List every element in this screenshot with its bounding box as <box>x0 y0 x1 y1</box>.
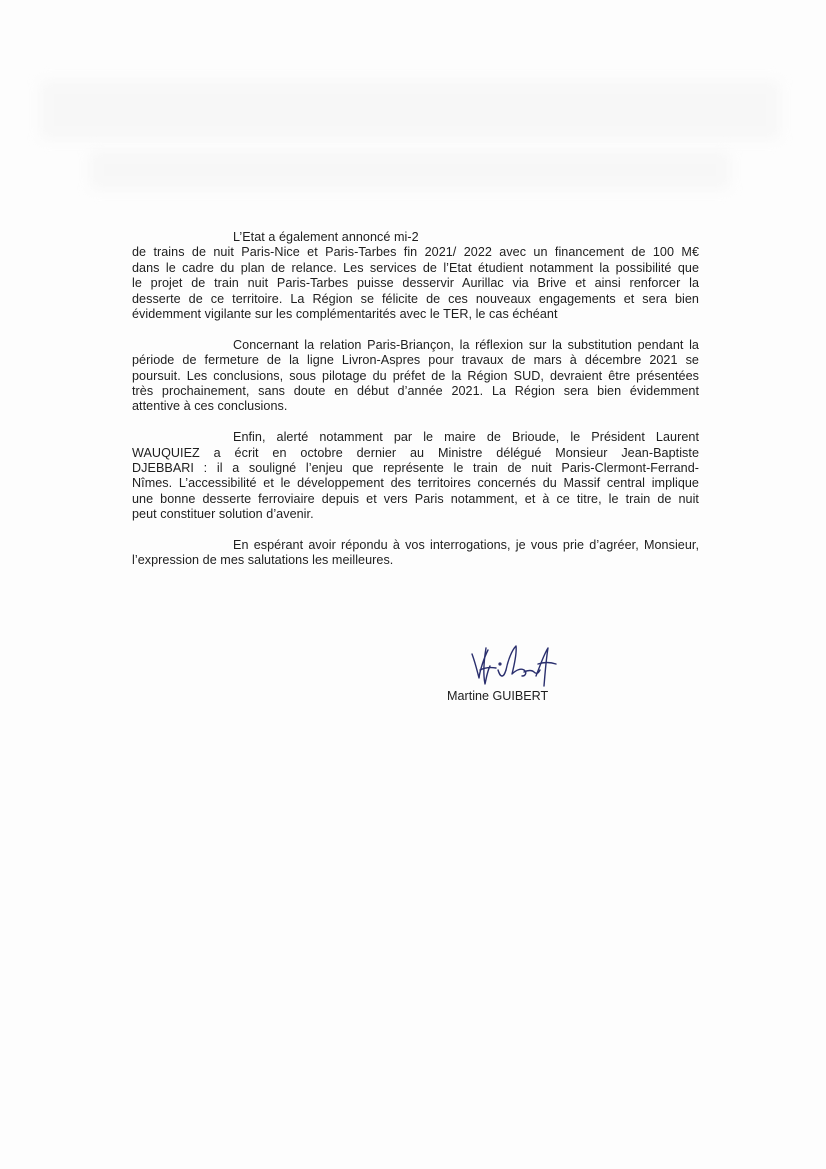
text-line: période de fermeture de la ligne Livron-Aspres pour travaux de mars à décembre 2021 se <box>132 353 699 368</box>
text-line: WAUQUIEZ a écrit en octobre dernier au Ministre délégué Monsieur Jean-Baptiste <box>132 445 699 460</box>
text-line: le projet de train nuit Paris-Tarbes puisse desservir Aurillac via Brive et ainsi renforcer la <box>132 276 699 291</box>
text-line: peut constituer solution d’avenir. <box>132 507 314 522</box>
letter-body <box>132 230 699 584</box>
text-line: de trains de nuit Paris-Nice et Paris-Tarbes fin 2021/ 2022 avec un financement de 100 M€ <box>132 245 699 260</box>
paragraph-paris-briancon <box>132 338 699 415</box>
text-line: Nîmes. L’accessibilité et le développement des territoires concernés du Massif central implique <box>132 476 699 491</box>
text-line: En espérant avoir répondu à vos interrogations, je vous prie d’agréer, Monsieur, <box>233 538 699 553</box>
text-line: dans le cadre du plan de relance. Les services de l’Etat étudient notamment la possibilité que <box>132 260 699 275</box>
text-line: attentive à ces conclusions. <box>132 399 288 414</box>
text-line: très prochainement, sans doute en début d’année 2021. La Région sera bien évidemment <box>132 384 699 399</box>
text-line: l’expression de mes salutations les meilleures. <box>132 553 394 568</box>
text-line: desserte de ce territoire. La Région se félicite de ces nouveaux engagements et sera bien <box>132 291 699 306</box>
text-line: DJEBBARI : il a souligné l’enjeu que représente le train de nuit Paris-Clermont-Ferrand- <box>132 461 699 476</box>
text-line: évidemment vigilante sur les complémentarités avec le TER, le cas échéant <box>132 307 558 322</box>
text-line: Enfin, alerté notamment par le maire de Brioude, le Président Laurent <box>233 430 699 445</box>
text-line: poursuit. Les conclusions, sous pilotage du préfet de la Région SUD, devraient être présentées <box>132 368 699 383</box>
paragraph-massif-central <box>132 430 699 522</box>
signatory-name: Martine GUIBERT <box>447 689 549 703</box>
handwritten-signature <box>466 640 558 692</box>
text-line: L’Etat a également annoncé mi-2 <box>233 230 419 244</box>
scan-artifact <box>90 150 730 190</box>
paragraph-night-trains <box>132 230 699 322</box>
text-line: Concernant la relation Paris-Briançon, la réflexion sur la substitution pendant la <box>233 337 699 352</box>
scan-artifact <box>40 80 780 140</box>
paragraph-closing <box>132 538 699 569</box>
text-line: une bonne desserte ferroviaire depuis et vers Paris notamment, et à ce titre, le train de nuit <box>132 491 699 506</box>
